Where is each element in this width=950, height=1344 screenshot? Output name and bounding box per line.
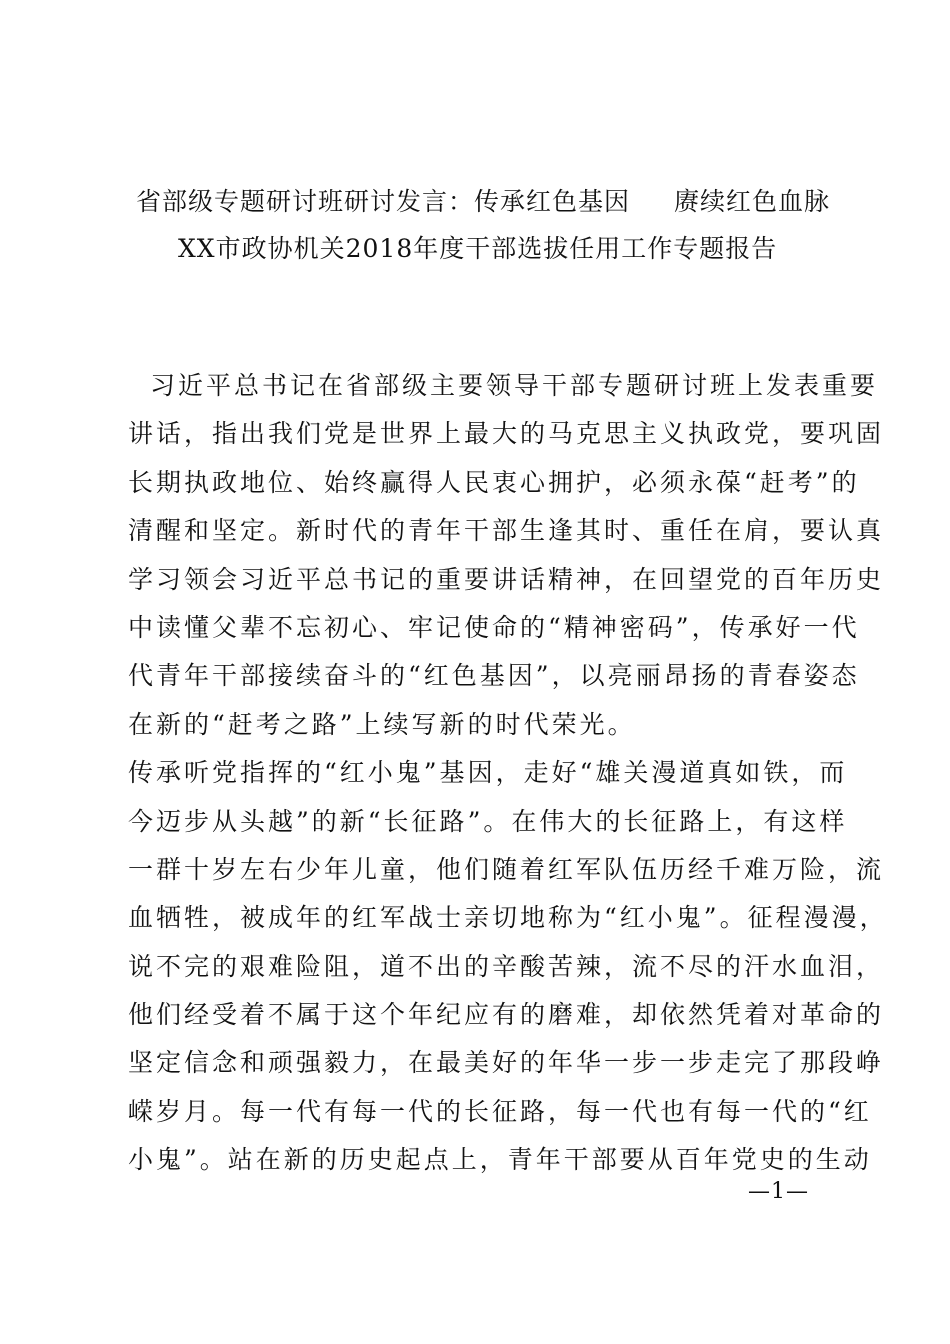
body-line-2: 讲话，指出我们党是世界上最大的马克思主义执政党，要巩固 [128,419,885,449]
body-line-9: 传承听党指挥的“红小鬼”基因，走好“雄关漫道真如铁，而 [128,758,848,788]
body-line-10: 今迈步从头越”的新“长征路”。在伟大的长征路上，有这样 [128,806,848,836]
body-line-7: 代青年干部接续奋斗的“红色基因”，以亮丽昂扬的青春姿态 [128,661,860,691]
body-line-8: 在新的“赶考之路”上续写新的时代荣光。 [128,709,636,739]
body-line-4: 清醒和坚定。新时代的青年干部生逢其时、重任在肩，要认真 [128,516,885,546]
document-title-part-2: 赓续红色血脉 [674,187,831,216]
body-line-1: 习近平总书记在省部级主要领导干部专题研讨班上发表重要 [150,371,879,400]
body-line-16: 嵘岁月。每一代有每一代的长征路，每一代也有每一代的“红 [128,1096,872,1126]
document-body [128,362,888,1185]
body-line-12: 血牺牲，被成年的红军战士亲切地称为“红小鬼”。征程漫漫， [128,903,888,933]
page-number: —1— [748,1179,809,1204]
body-line-6: 中读懂父辈不忘初心、牢记使命的“精神密码”，传承好一代 [128,612,860,642]
document-title-line-1 [136,182,836,222]
body-line-5: 学习领会习近平总书记的重要讲话精神，在回望党的百年历史 [128,564,885,594]
document-title-line-2: XX市政协机关2018年度干部选拔任用工作专题报告 [178,234,778,263]
body-line-13: 说不完的艰难险阻，道不出的辛酸苦辣，流不尽的汗水血泪， [128,951,885,981]
body-line-14: 他们经受着不属于这个年纪应有的磨难，却依然凭着对革命的 [128,1000,885,1030]
body-line-11: 一群十岁左右少年儿童，他们随着红军队伍历经千难万险，流 [128,854,885,884]
body-line-17: 小鬼”。站在新的历史起点上，青年干部要从百年党史的生动 [128,1145,872,1175]
body-line-15: 坚定信念和顽强毅力，在最美好的年华一步一步走完了那段峥 [128,1048,885,1078]
body-line-3: 长期执政地位、始终赢得人民衷心拥护，必须永葆“赶考”的 [128,467,860,497]
document-title-part-1: 省部级专题研讨班研讨发言：传承红色基因 [136,187,631,216]
